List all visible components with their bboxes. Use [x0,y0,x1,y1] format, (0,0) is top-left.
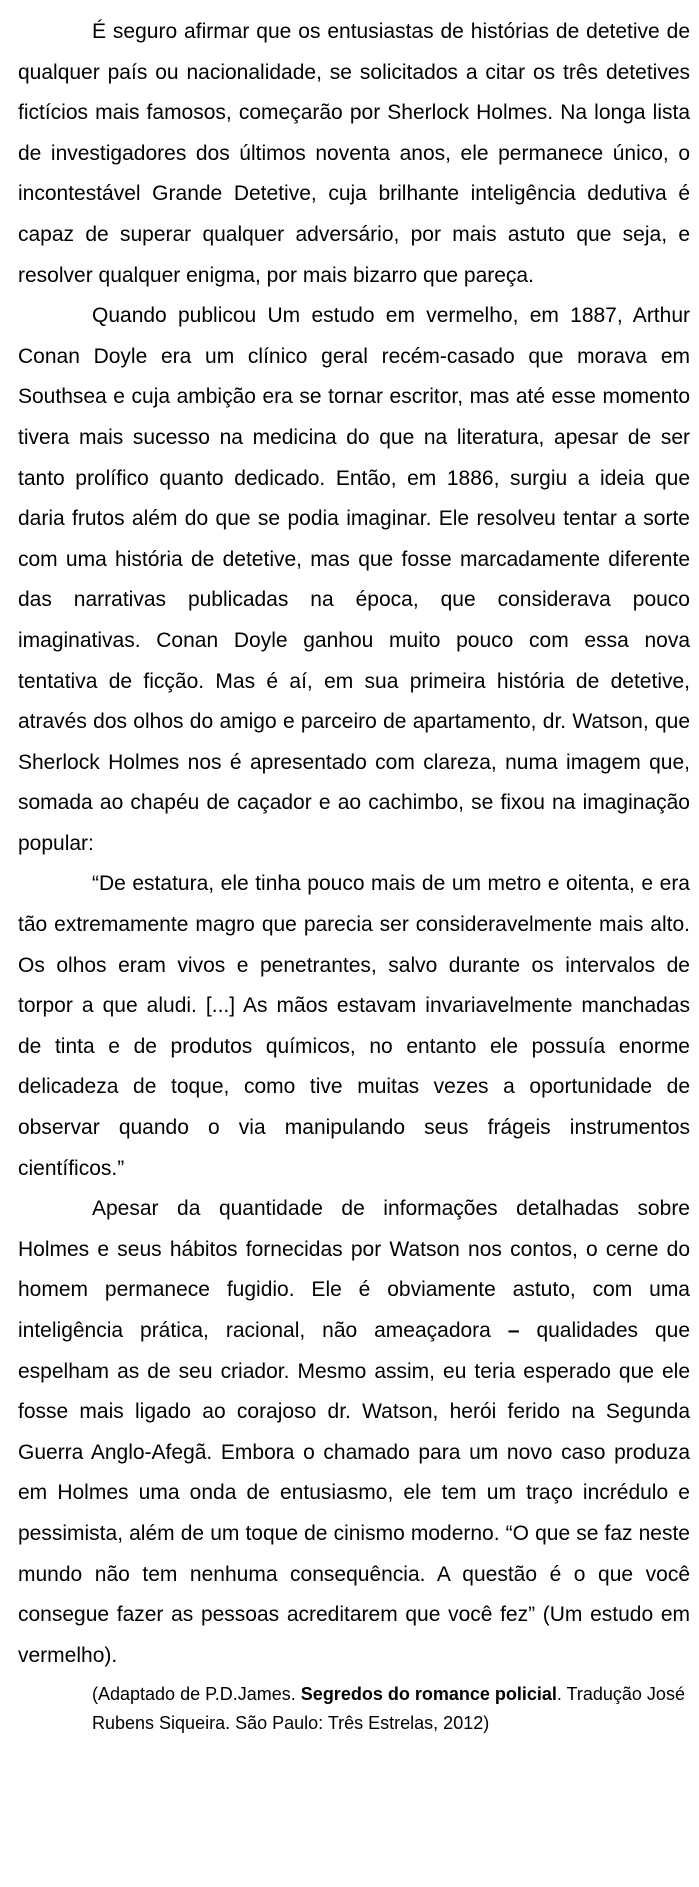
reference-book-title: Segredos do romance policial [300,1684,557,1705]
reference-suffix: . Tradução José Rubens Siqueira. São Paulo: Três Estrelas, 2012) [92,1684,685,1734]
ellipsis-mark: [...] [205,994,236,1018]
paragraph-2-text-start: Quando publicou [92,304,268,328]
paragraph-1 [18,12,690,296]
document-page [18,12,690,1738]
paragraph-4-citation: (Um estudo em vermelho). [18,1603,690,1667]
quote-text-rest: As mãos estavam invariavelmente manchadas de tinta e de produtos químicos, no entanto ele possuía enorme delicadeza de toque, como tive muitas vezes a oportunidade de observar quando o via manipulando seus frágeis instrumentos científicos.” [18,994,690,1180]
reference-prefix: (Adaptado de P.D.James. [92,1684,301,1705]
paragraph-4-text-start: Apesar da quantidade de informações detalhadas sobre Holmes e seus hábitos fornecidas por Watson nos contos, o cerne do homem permanece fugidio. Ele é obviamente astuto, com uma inteligência prática, racional, não ameaçadora [18,1197,690,1342]
paragraph-4 [18,1189,690,1676]
paragraph-3-quote [18,864,690,1189]
paragraph-2 [18,296,690,864]
paragraph-1-text: É seguro afirmar que os entusiastas de histórias de detetive de qualquer país ou nacionalidade, se solicitados a citar os três detetives fictícios mais famosos, começarão por Sherlock Holmes. Na longa lista de investigadores dos últimos noventa anos, ele permanece único, o incontestável Grande Detetive, cuja brilhante inteligência dedutiva é capaz de superar qualquer adversário, por mais astuto que seja, e resolver qualquer enigma, por mais bizarro que pareça. [18,20,690,287]
quote-text-start: “De estatura, ele tinha pouco mais de um metro e oitenta, e era tão extremamente magro que parecia ser consideravelmente mais alto. Os olhos eram vivos e penetrantes, salvo durante os intervalos de torpor a que aludi. [18,872,690,1018]
paragraph-4-text-middle: qualidades que espelham as de seu criador. Mesmo assim, eu teria esperado que ele fosse mais ligado ao corajoso dr. Watson, herói ferido na Segunda Guerra Anglo-Afegã. Embora o chamado para um novo caso produza em Holmes uma onda de entusiasmo, ele tem um traço incrédulo e pessimista, além de um toque de cinismo moderno. “O que se faz neste mundo não tem nenhuma consequência. A questão é o que você consegue fazer as pessoas acreditarem que você fez” [18,1319,691,1627]
source-reference [92,1680,690,1738]
paragraph-2-text-rest: , em 1887, Arthur Conan Doyle era um clínico geral recém-casado que morava em Southsea e cuja ambição era se tornar escritor, mas até esse momento tivera mais sucesso na medicina do que na literatura, apesar de ser tanto prolífico quanto dedicado. Então, em 1886, surgiu a ideia que daria frutos além do que se podia imaginar. Ele resolveu tentar a sorte com uma história de detetive, mas que fosse marcadamente diferente das narrativas publicadas na época, que considerava pouco imaginativas. Conan Doyle ganhou muito pouco com essa nova tentativa de ficção. Mas é aí, em sua primeira história de detetive, através dos olhos do amigo e parceiro de apartamento, dr. Watson, que Sherlock Holmes nos é apresentado com clareza, numa imagem que, somada ao chapéu de caçador e ao cachimbo, se fixou na imaginação popular: [18,304,690,855]
dash-mark: – [507,1319,520,1342]
book-title-inline: Um estudo em vermelho [267,304,513,328]
